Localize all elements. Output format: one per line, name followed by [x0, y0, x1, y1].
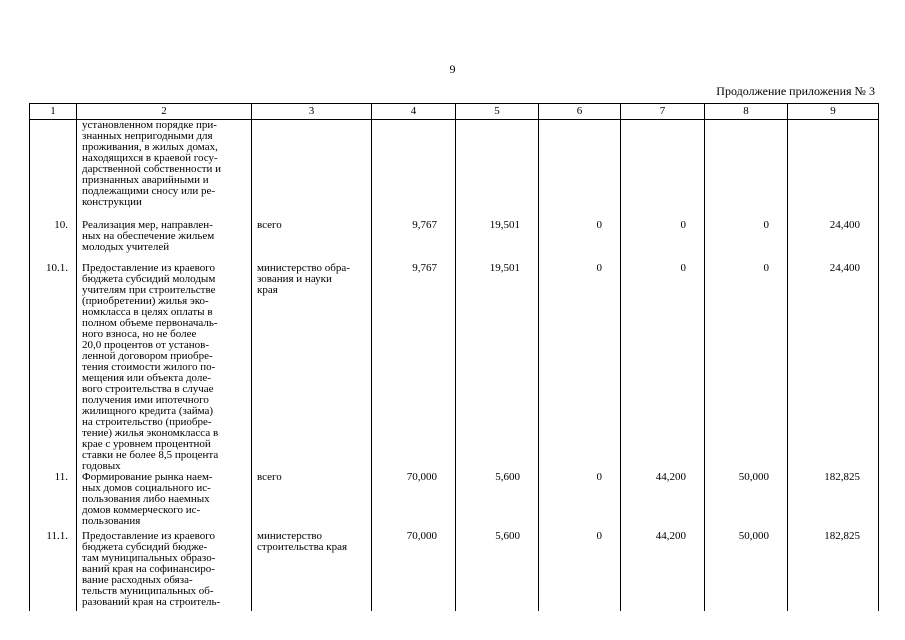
value-col-9: 24,400: [788, 263, 879, 472]
value-col-6: 0: [539, 220, 621, 263]
value-col-7: 0: [621, 220, 705, 263]
value-col-9: 24,400: [788, 220, 879, 263]
measure-name: Реализация мер, направлен- ных на обеспечение жильем молодых учителей: [77, 220, 252, 263]
executor: министерство строительства края: [252, 531, 372, 611]
column-header-5: 5: [456, 104, 539, 120]
executor: всего: [252, 472, 372, 531]
value-col-4: 70,000: [372, 472, 456, 531]
column-header-6: 6: [539, 104, 621, 120]
executor: министерство обра- зования и науки края: [252, 263, 372, 472]
value-col-7: 44,200: [621, 472, 705, 531]
column-header-1: 1: [30, 104, 77, 120]
value-col-4: 70,000: [372, 531, 456, 611]
row-number: 10.: [30, 220, 77, 263]
column-header-4: 4: [372, 104, 456, 120]
value-col-9: [788, 120, 879, 221]
executor: всего: [252, 220, 372, 263]
table-row: [30, 263, 879, 472]
value-col-5: 19,501: [456, 220, 539, 263]
appendix-continuation-label: Продолжение приложения № 3: [716, 84, 875, 98]
column-header-9: 9: [788, 104, 879, 120]
table-row: [30, 220, 879, 263]
value-col-6: 0: [539, 263, 621, 472]
column-header-2: 2: [77, 104, 252, 120]
value-col-5: 5,600: [456, 531, 539, 611]
table-row: [30, 531, 879, 611]
measure-name: Предоставление из краевого бюджета субсидий молодым учителям при строительстве (приобретении) жилья эко- номкласса в целях оплаты в полном объеме первоначаль- ного взноса, но не более 20,0 процентов от установ- ленной договором приобре- тения стоимости жилого по- мещения или объекта доле- вого строительства в случае получения ими ипотечного жилищного кредита (займа) на строительство (приобре- тение) жилья экономкласса в крае с уровнем процентной ставки не более 8,5 процента годовых: [77, 263, 252, 472]
value-col-5: 5,600: [456, 472, 539, 531]
measure-name: Предоставление из краевого бюджета субсидий бюдже- там муниципальных образо- ваний края на софинансиро- вание расходных обяза- тельств муниципальных об- разований края на строитель-: [77, 531, 252, 611]
row-number: [30, 120, 77, 221]
value-col-5: [456, 120, 539, 221]
measure-name: Формирование рынка наем- ных домов социального ис- пользования либо наемных домов коммерческого ис- пользования: [77, 472, 252, 531]
value-col-9: 182,825: [788, 472, 879, 531]
appendix-table: [29, 103, 879, 611]
value-col-7: [621, 120, 705, 221]
value-col-6: [539, 120, 621, 221]
value-col-9: 182,825: [788, 531, 879, 611]
value-col-4: 9,767: [372, 263, 456, 472]
value-col-4: 9,767: [372, 220, 456, 263]
value-col-7: 0: [621, 263, 705, 472]
executor: [252, 120, 372, 221]
value-col-8: 50,000: [705, 531, 788, 611]
column-header-7: 7: [621, 104, 705, 120]
value-col-6: 0: [539, 472, 621, 531]
table-row: [30, 472, 879, 531]
measure-name: установленном порядке при- знанных непригодными для проживания, в жилых домах, находящихся в краевой госу- дарственной собственности и признанных аварийными и подлежащими сносу или ре- конструкции: [77, 120, 252, 221]
value-col-4: [372, 120, 456, 221]
value-col-8: 0: [705, 263, 788, 472]
table-row: [30, 120, 879, 221]
row-number: 10.1.: [30, 263, 77, 472]
value-col-8: [705, 120, 788, 221]
value-col-7: 44,200: [621, 531, 705, 611]
value-col-8: 50,000: [705, 472, 788, 531]
page-number: 9: [449, 62, 456, 76]
value-col-8: 0: [705, 220, 788, 263]
value-col-6: 0: [539, 531, 621, 611]
row-number: 11.: [30, 472, 77, 531]
column-header-3: 3: [252, 104, 372, 120]
value-col-5: 19,501: [456, 263, 539, 472]
table-header-row: [30, 104, 879, 120]
column-header-8: 8: [705, 104, 788, 120]
row-number: 11.1.: [30, 531, 77, 611]
